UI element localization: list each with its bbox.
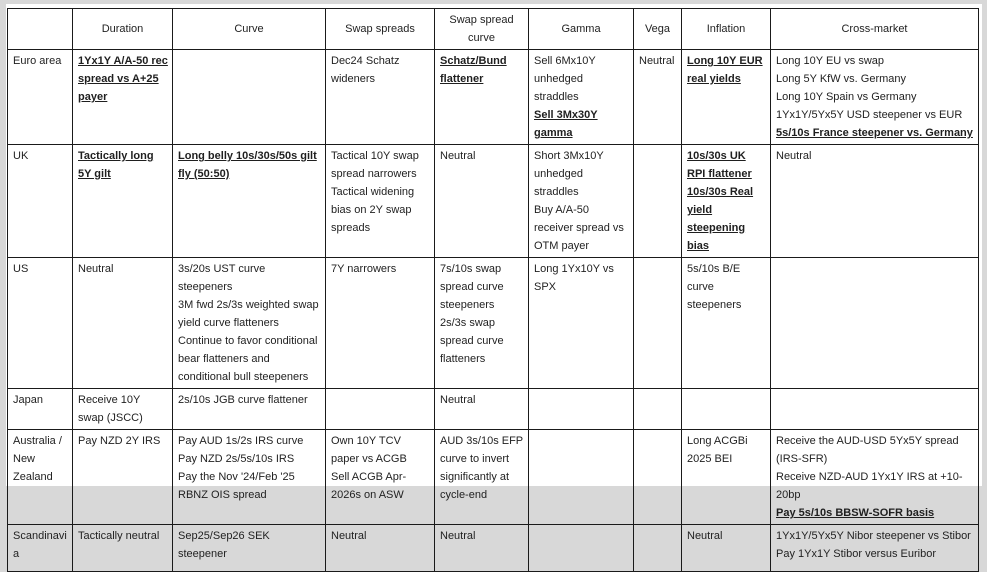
- trade-item: Receive the AUD-USD 5Yx5Y spread (IRS-SFR): [776, 432, 974, 468]
- trade-item: Short 3Mx10Y unhedged straddles: [534, 147, 629, 201]
- table-cell: [73, 430, 173, 525]
- table-cell: [326, 145, 435, 258]
- trade-item: Tactically long 5Y gilt: [78, 147, 168, 183]
- region-label: US: [8, 258, 73, 389]
- trade-item: 3s/20s UST curve steepeners: [178, 260, 321, 296]
- trade-item: Sell 6Mx10Y unhedged straddles: [534, 52, 629, 106]
- trade-item: Long 10Y EUR real yields: [687, 52, 766, 88]
- table-cell: [435, 389, 529, 430]
- trade-item: Schatz/Bund flattener: [440, 52, 524, 88]
- table-cell: [326, 258, 435, 389]
- trade-item: 10s/30s Real yield steepening bias: [687, 183, 766, 255]
- table-row-uk: [8, 145, 979, 258]
- column-header-curve: Curve: [173, 9, 326, 50]
- region-label: Euro area: [8, 50, 73, 145]
- trade-item: AUD 3s/10s EFP curve to invert significantly at cycle-end: [440, 432, 524, 504]
- trade-item: Neutral: [639, 52, 677, 70]
- trade-item: 1Yx1Y/5Yx5Y USD steepener vs EUR: [776, 106, 974, 124]
- table-cell: [682, 430, 771, 525]
- trade-item: 3M fwd 2s/3s weighted swap yield curve flatteners: [178, 296, 321, 332]
- trade-item: Long ACGBi 2025 BEI: [687, 432, 766, 468]
- table-cell: [73, 50, 173, 145]
- table-row-japan: [8, 389, 979, 430]
- column-header-duration: Duration: [73, 9, 173, 50]
- table-cell: [682, 389, 771, 430]
- trade-item: Pay the Nov '24/Feb '25 RBNZ OIS spread: [178, 468, 321, 504]
- table-cell: [529, 430, 634, 525]
- trade-item: 5s/10s France steepener vs. Germany: [776, 124, 974, 142]
- trade-item: Own 10Y TCV paper vs ACGB: [331, 432, 430, 468]
- column-header-swap-spread-curve: Swap spread curve: [435, 9, 529, 50]
- table-cell: [634, 430, 682, 525]
- table-cell: [326, 430, 435, 525]
- table-cell: [435, 430, 529, 525]
- trade-item: 1Yx1Y/5Yx5Y Nibor steepener vs Stibor: [776, 527, 974, 545]
- trade-item: 2s/10s JGB curve flattener: [178, 391, 321, 409]
- table-cell: [771, 389, 979, 430]
- trade-item: Receive 10Y swap (JSCC): [78, 391, 168, 427]
- trade-item: Neutral: [776, 147, 974, 165]
- column-header-cross-market: Cross-market: [771, 9, 979, 50]
- trade-recommendations-table: [7, 8, 979, 572]
- trade-item: Neutral: [440, 391, 524, 409]
- table-cell: [529, 145, 634, 258]
- table-cell: [435, 525, 529, 572]
- table-row-euro-area: [8, 50, 979, 145]
- table-cell: [634, 258, 682, 389]
- table-row-scandinavia: [8, 525, 979, 572]
- region-label: Japan: [8, 389, 73, 430]
- table-cell: [634, 50, 682, 145]
- trade-item: Pay AUD 1s/2s IRS curve: [178, 432, 321, 450]
- trade-item: Long 1Yx10Y vs SPX: [534, 260, 629, 296]
- trade-item: Long 10Y EU vs swap: [776, 52, 974, 70]
- region-label: UK: [8, 145, 73, 258]
- trade-item: 5s/10s B/E curve steepeners: [687, 260, 766, 314]
- trade-item: Neutral: [440, 147, 524, 165]
- trade-item: 7Y narrowers: [331, 260, 430, 278]
- table-cell: [326, 50, 435, 145]
- table-row-us: [8, 258, 979, 389]
- corner-header-cell: [8, 9, 73, 50]
- trade-item: Tactically neutral: [78, 527, 168, 545]
- table-cell: [682, 525, 771, 572]
- trade-item: 1Yx1Y A/A-50 rec spread vs A+25 payer: [78, 52, 168, 106]
- trade-item: Receive NZD-AUD 1Yx1Y IRS at +10-20bp: [776, 468, 974, 504]
- table-cell: [173, 145, 326, 258]
- trade-item: Tactical widening bias on 2Y swap spreads: [331, 183, 430, 237]
- trade-item: Neutral: [440, 527, 524, 545]
- trade-item: 10s/30s UK RPI flattener: [687, 147, 766, 183]
- table-cell: [771, 430, 979, 525]
- table-cell: [435, 258, 529, 389]
- table-cell: [682, 50, 771, 145]
- table-header-row: [8, 9, 979, 50]
- trade-item: Long 10Y Spain vs Germany: [776, 88, 974, 106]
- table-cell: [173, 258, 326, 389]
- table-cell: [73, 525, 173, 572]
- trade-item: Continue to favor conditional bear flatteners and conditional bull steepeners: [178, 332, 321, 386]
- table-cell: [771, 145, 979, 258]
- document-page: [6, 4, 982, 486]
- trade-item: Pay NZD 2Y IRS: [78, 432, 168, 450]
- column-header-swap-spreads: Swap spreads: [326, 9, 435, 50]
- trade-item: Dec24 Schatz wideners: [331, 52, 430, 88]
- trade-item: 2s/3s swap spread curve flatteners: [440, 314, 524, 368]
- table-cell: [173, 50, 326, 145]
- trade-item: Pay 1Yx1Y Stibor versus Euribor: [776, 545, 974, 563]
- region-label: Scandinavia: [8, 525, 73, 572]
- trade-item: Neutral: [687, 527, 766, 545]
- trade-item: Buy A/A-50 receiver spread vs OTM payer: [534, 201, 629, 255]
- table-cell: [771, 258, 979, 389]
- column-header-gamma: Gamma: [529, 9, 634, 50]
- trade-item: Sell 3Mx30Y gamma: [534, 106, 629, 142]
- table-cell: [529, 50, 634, 145]
- table-cell: [634, 389, 682, 430]
- table-cell: [326, 389, 435, 430]
- trade-item: Sell ACGB Apr-2026s on ASW: [331, 468, 430, 504]
- table-cell: [173, 525, 326, 572]
- trade-item: Sep25/Sep26 SEK steepener: [178, 527, 321, 563]
- trade-item: Pay 5s/10s BBSW-SOFR basis: [776, 504, 974, 522]
- trade-item: Pay NZD 2s/5s/10s IRS: [178, 450, 321, 468]
- trade-item: Long belly 10s/30s/50s gilt fly (50:50): [178, 147, 321, 183]
- table-cell: [173, 430, 326, 525]
- table-cell: [771, 50, 979, 145]
- table-cell: [73, 389, 173, 430]
- trade-item: Neutral: [78, 260, 168, 278]
- column-header-vega: Vega: [634, 9, 682, 50]
- trade-item: Long 5Y KfW vs. Germany: [776, 70, 974, 88]
- table-cell: [435, 50, 529, 145]
- trade-item: 7s/10s swap spread curve steepeners: [440, 260, 524, 314]
- table-cell: [529, 389, 634, 430]
- table-cell: [634, 525, 682, 572]
- table-cell: [634, 145, 682, 258]
- table-cell: [771, 525, 979, 572]
- table-cell: [682, 145, 771, 258]
- table-cell: [73, 145, 173, 258]
- trade-item: Neutral: [331, 527, 430, 545]
- table-cell: [435, 145, 529, 258]
- trade-item: Tactical 10Y swap spread narrowers: [331, 147, 430, 183]
- table-cell: [682, 258, 771, 389]
- table-cell: [326, 525, 435, 572]
- table-cell: [529, 525, 634, 572]
- table-cell: [173, 389, 326, 430]
- column-header-inflation: Inflation: [682, 9, 771, 50]
- table-row-australia-new-zealand: [8, 430, 979, 525]
- table-body: [8, 50, 979, 572]
- table-cell: [73, 258, 173, 389]
- table-cell: [529, 258, 634, 389]
- region-label: Australia / New Zealand: [8, 430, 73, 525]
